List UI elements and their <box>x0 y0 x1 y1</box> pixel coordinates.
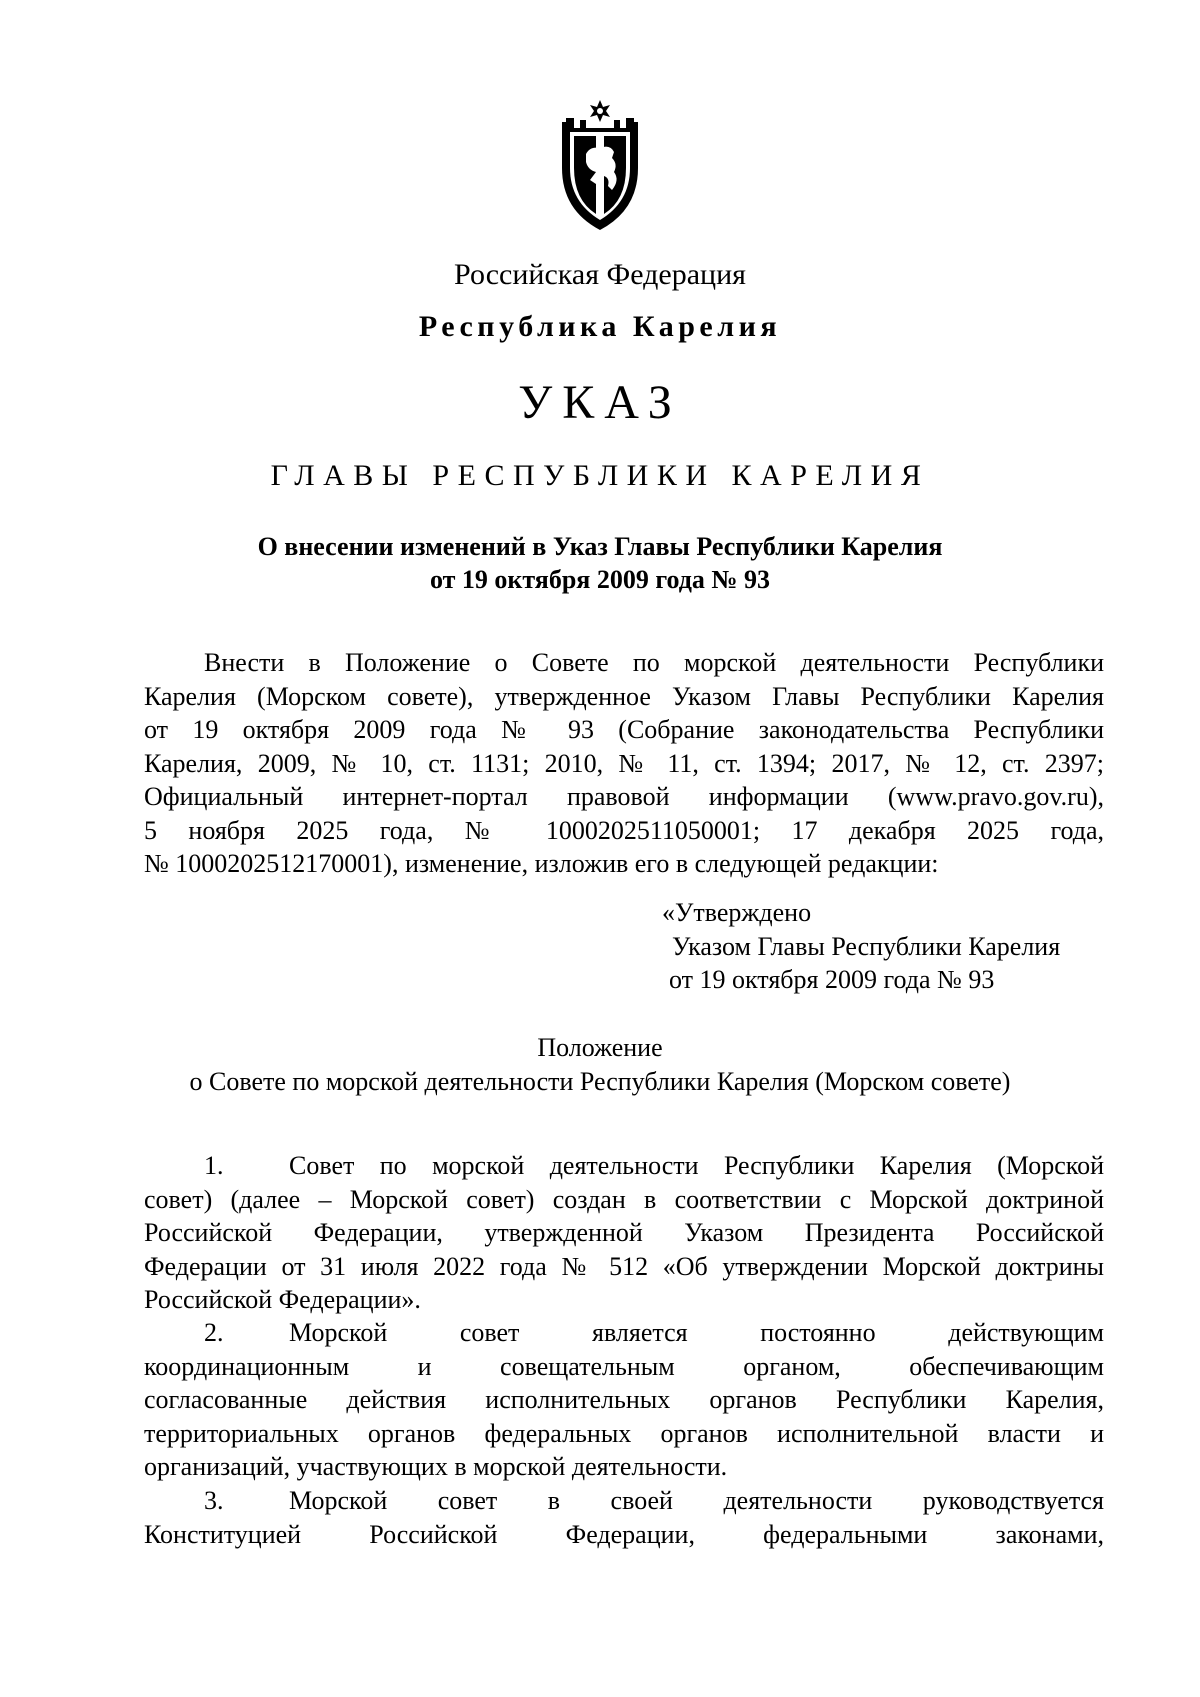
intro-line: № 1000202512170001), изменение, изложив его в следующей редакции: <box>144 849 939 878</box>
karelia-coat-of-arms-emblem <box>556 98 644 233</box>
item-line: Конституцией Российской Федерации, федеральными законами, <box>144 1519 1104 1549</box>
item-number: 1. <box>204 1151 224 1180</box>
regulation-heading: Положение <box>537 1033 663 1062</box>
item-line: согласованные действия исполнительных органов Республики Карелия, <box>144 1385 1104 1414</box>
country-name: Российская Федерация <box>454 258 746 291</box>
item-line: территориальных органов федеральных органов исполнительной власти и <box>144 1418 1104 1448</box>
item-text: Совет по морской деятельности Республики Карелия (Морской <box>289 1151 1104 1180</box>
document-title-line-1: О внесении изменений в Указ Главы Республики Карелия <box>257 532 943 561</box>
approval-line: Указом Главы Республики Карелия <box>672 931 1061 961</box>
item-first-line <box>144 1149 1104 1183</box>
intro-line: 5 ноября 2025 года, № 1000202511050001; 17 декабря 2025 года, <box>144 815 1104 845</box>
republic-name: Республика Карелия <box>418 310 782 343</box>
approval-line: «Утверждено <box>662 898 812 927</box>
item-number: 3. <box>204 1486 224 1515</box>
item-first-line <box>144 1484 1104 1518</box>
item-line: организаций, участвующих в морской деятельности. <box>144 1452 728 1481</box>
item-text: Морской совет является постоянно действующим <box>289 1318 1104 1347</box>
regulation-item-3 <box>144 1484 1104 1551</box>
item-line: Федерации от 31 июля 2022 года № 512 «Об утверждении Морской доктрины <box>144 1251 1104 1281</box>
intro-line: Официальный интернет-портал правовой информации (www.pravo.gov.ru), <box>144 782 1104 811</box>
intro-line: Карелия (Морском совете), утвержденное Указом Главы Республики Карелия <box>144 681 1104 711</box>
item-line: Российской Федерации». <box>144 1285 421 1314</box>
intro-line: Карелия, 2009, № 10, ст. 1131; 2010, № 11, ст. 1394; 2017, № 12, ст. 2397; <box>144 748 1104 778</box>
item-line: совет) (далее – Морской совет) создан в соответствии с Морской доктриной <box>144 1184 1104 1214</box>
regulation-item-1 <box>144 1149 1104 1317</box>
intro-paragraph <box>144 646 1104 881</box>
item-line: Российской Федерации, утвержденной Указом Президента Российской <box>144 1218 1104 1247</box>
document-title-line-2: от 19 октября 2009 года № 93 <box>429 565 771 594</box>
regulation-subheading: о Совете по морской деятельности Республики Карелия (Морском совете) <box>189 1067 1011 1096</box>
intro-line: от 19 октября 2009 года № 93 (Собрание законодательства Республики <box>144 715 1104 744</box>
regulation-item-2 <box>144 1316 1104 1484</box>
item-first-line <box>144 1316 1104 1350</box>
intro-line: Внести в Положение о Совете по морской деятельности Республики <box>204 648 1104 677</box>
document-type: УКАЗ <box>518 376 682 429</box>
item-number: 2. <box>204 1318 224 1347</box>
approval-line: от 19 октября 2009 года № 93 <box>669 965 995 994</box>
item-text: Морской совет в своей деятельности руководствуется <box>289 1486 1104 1515</box>
item-line: координационным и совещательным органом, обеспечивающим <box>144 1351 1104 1381</box>
document-issuer: ГЛАВЫ РЕСПУБЛИКИ КАРЕЛИЯ <box>270 459 930 492</box>
approval-stamp-block <box>662 896 1060 997</box>
